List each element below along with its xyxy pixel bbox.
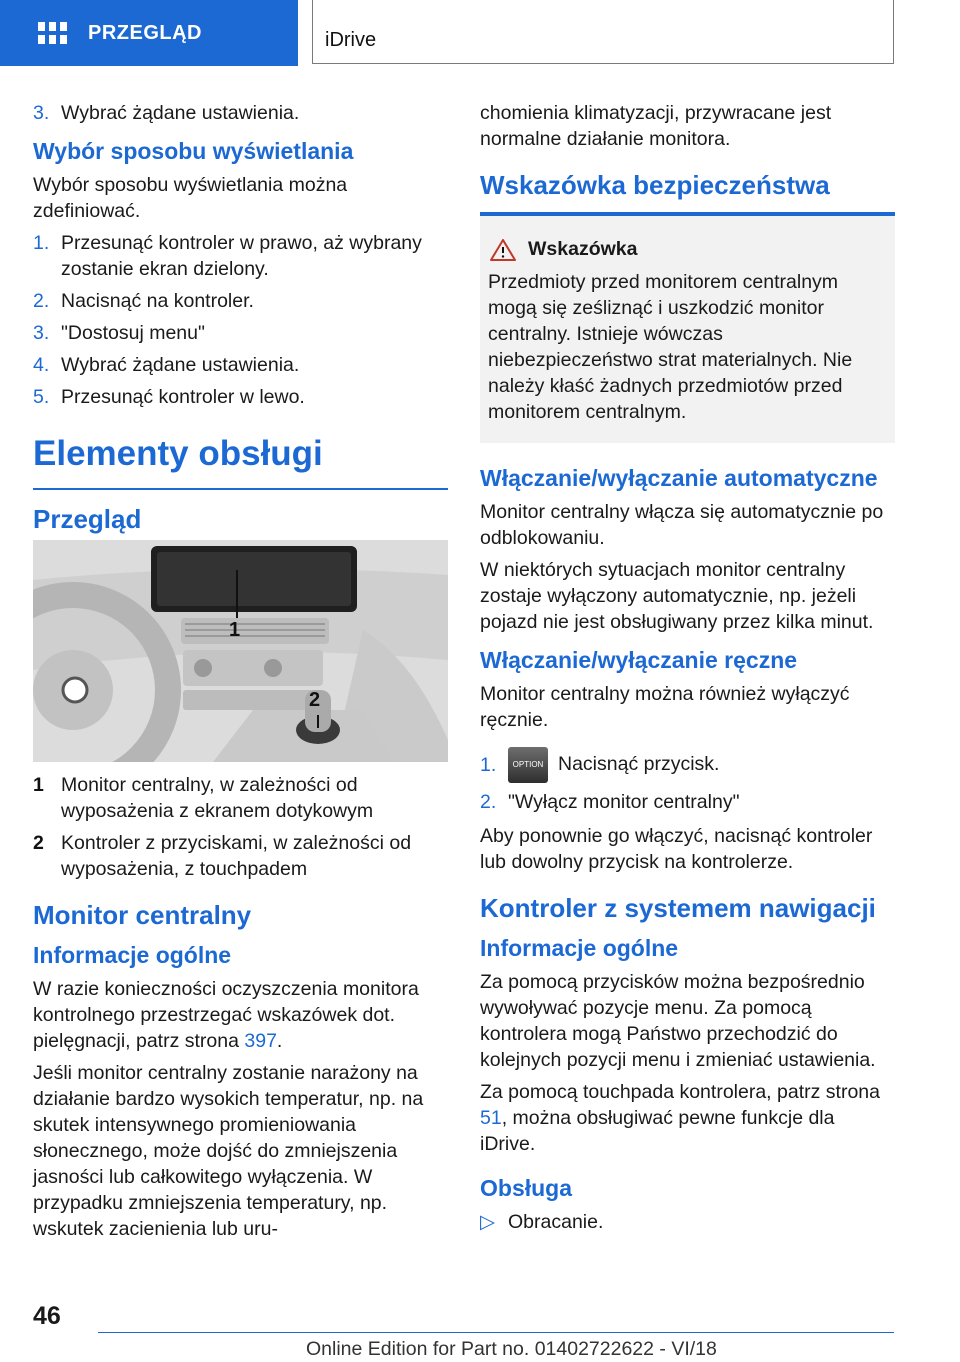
list-item: 5. Przesunąć kontroler w lewo. bbox=[33, 386, 305, 408]
display-intro: Wybór sposobu wyświetlania można zdefiniować. bbox=[33, 174, 348, 222]
safety-heading: Wskazówka bezpieczeństwa bbox=[480, 170, 830, 200]
cockpit-figure bbox=[33, 540, 448, 762]
list-item: 1. OPTION Nacisnąć przycisk. bbox=[480, 747, 895, 783]
nav-heading: Kontroler z systemem nawigacji bbox=[480, 893, 876, 923]
manual-paragraph-1: Monitor centralny można również wyłączyć ręcznie. bbox=[480, 683, 850, 731]
list-item: 3. Wybrać żądane ustawienia. bbox=[33, 102, 300, 124]
section-tab[interactable] bbox=[0, 0, 298, 66]
monitor-heading: Monitor centralny bbox=[33, 900, 252, 930]
operation-heading: Obsługa bbox=[480, 1175, 573, 1201]
auto-paragraph-2: W niektórych sytuacjach monitor centralny zostaje wyłączony automatycznie, np. jeżeli pojazd nie jest obsługiwany przez kilka minut. bbox=[480, 559, 874, 633]
figure-label-1: 1 bbox=[229, 619, 241, 641]
general-paragraph-2: Jeśli monitor centralny zostanie narażony na działanie bardzo wysokich temperatur, np. na skutek intensywnego promieniowania słonecznego, może dojść do zmniejszenia jasności lub całkowitego wyłączenia. W przypadku zmniejszenia temperatury, np. wskutek zacienienia lub uru- bbox=[33, 1062, 424, 1240]
legend-item: 2 Kontroler z przyciskami, w zależności od wyposażenia, z touchpadem bbox=[33, 832, 412, 880]
page-link-51[interactable]: 51 bbox=[480, 1107, 502, 1129]
warning-triangle-icon bbox=[490, 239, 516, 261]
manual-paragraph-2: Aby ponownie go włączyć, nacisnąć kontroler lub dowolny przycisk na kontrolerze. bbox=[480, 825, 873, 873]
figure-legend bbox=[33, 772, 448, 882]
edition-text: Online Edition for Part no. 01402722622 - VI/18 bbox=[306, 1338, 717, 1360]
page-number: 46 bbox=[33, 1302, 61, 1330]
warning-box bbox=[480, 212, 895, 443]
right-column bbox=[480, 100, 895, 1241]
section-label: PRZEGLĄD bbox=[88, 21, 202, 44]
auto-heading: Włączanie/wyłączanie automatyczne bbox=[480, 465, 878, 491]
list-item: 1. Przesunąć kontroler w prawo, aż wybrany zostanie ekran dzielony. bbox=[33, 232, 422, 280]
page-link-397[interactable]: 397 bbox=[244, 1030, 277, 1052]
warning-title: Wskazówka bbox=[528, 238, 638, 260]
auto-paragraph-1: Monitor centralny włącza się automatycznie po odblokowaniu. bbox=[480, 501, 884, 549]
nav-paragraph-1: Za pomocą przycisków można bezpośrednio wywoływać pozycje menu. Za pomocą kontrolera mogą Państwo przechodzić do kolejnych pozycji menu i zmieniać ustawienia. bbox=[480, 971, 876, 1071]
display-heading: Wybór sposobu wyświetlania bbox=[33, 138, 354, 164]
continued-paragraph: chomienia klimatyzacji, przywracane jest normalne działanie monitora. bbox=[480, 102, 832, 150]
list-item: 3. "Dostosuj menu" bbox=[33, 322, 205, 344]
chapter-title: Elementy obsługi bbox=[33, 434, 323, 473]
cockpit-illustration bbox=[33, 540, 448, 762]
grid-icon bbox=[38, 21, 66, 45]
figure-label-2: 2 bbox=[309, 689, 321, 711]
list-item: 2. "Wyłącz monitor centralny" bbox=[480, 791, 740, 813]
warning-text: Przedmioty przed monitorem centralnym mogą się ześliznąć i uszkodzić monitor centralny. Istnieje wówczas niebezpieczeństwo strat materialnych. Nie należy kłaść żadnych przedmiotów przed monitorem centralnym. bbox=[488, 271, 853, 423]
nav-general-heading: Informacje ogólne bbox=[480, 935, 679, 961]
left-column bbox=[33, 100, 448, 1248]
list-item: ▷ Obracanie. bbox=[480, 1211, 604, 1233]
nav-paragraph-2: Za pomocą touchpada kontrolera, patrz strona 51, można obsługiwać pewne funkcje dla iDrive. bbox=[480, 1081, 880, 1155]
list-item: 2. Nacisnąć na kontroler. bbox=[33, 290, 254, 312]
manual-heading: Włączanie/wyłączanie ręczne bbox=[480, 647, 798, 673]
option-button-icon: OPTION bbox=[508, 747, 548, 783]
overview-heading: Przegląd bbox=[33, 504, 142, 534]
general-paragraph-1: W razie konieczności oczyszczenia monitora kontrolnego przestrzegać wskazówek dot. pielęgnacji, patrz strona 397. bbox=[33, 978, 419, 1052]
triangle-bullet-icon: ▷ bbox=[480, 1211, 495, 1233]
divider bbox=[33, 488, 448, 490]
list-item: 4. Wybrać żądane ustawienia. bbox=[33, 354, 300, 376]
chapter-box[interactable] bbox=[312, 0, 894, 64]
legend-item: 1 Monitor centralny, w zależności od wyposażenia z ekranem dotykowym bbox=[33, 774, 374, 822]
footer-divider bbox=[98, 1332, 894, 1333]
chapter-label: iDrive bbox=[325, 29, 377, 51]
general-heading: Informacje ogólne bbox=[33, 942, 232, 968]
display-steps bbox=[33, 230, 448, 410]
manual-steps bbox=[480, 747, 895, 815]
